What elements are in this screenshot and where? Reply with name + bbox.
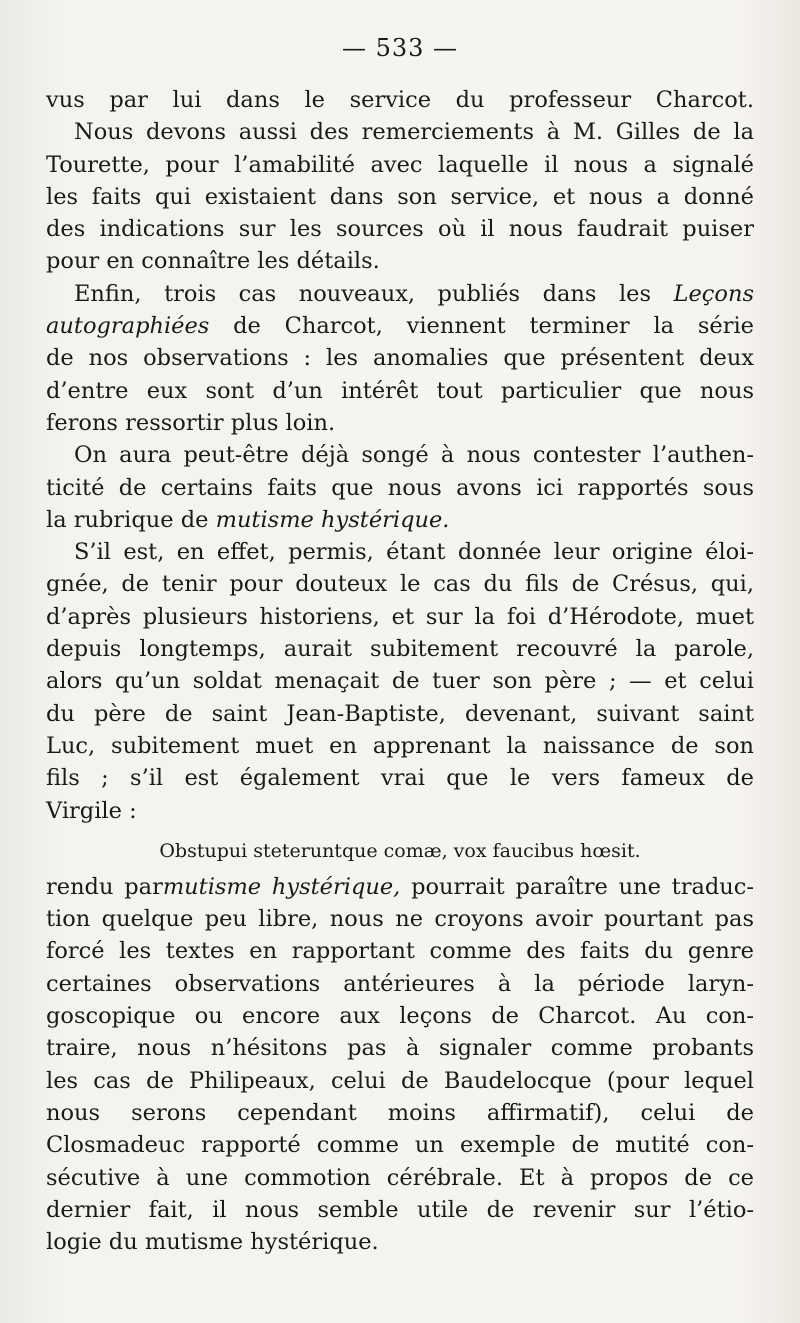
body-text: [46, 84, 754, 1258]
text-line: de nos observations : les anomalies que présentent deux: [46, 345, 754, 372]
italic-term: mutisme hystérique,: [162, 873, 401, 900]
text-line: ferons ressortir plus loin.: [46, 409, 336, 436]
italic-title: Leçons: [673, 280, 754, 307]
text-line: [46, 504, 754, 536]
text-line: tion quelque peu libre, nous ne croyons avoir pourtant pas: [46, 906, 754, 933]
text-line: du père de saint Jean-Baptiste, devenant, suivant saint: [46, 700, 754, 727]
text-line: logie du mutisme hystérique.: [46, 1229, 379, 1256]
text-line: les cas de Philipeaux, celui de Baudelocque (pour lequel: [46, 1067, 754, 1094]
text-line: dernier fait, il nous semble utile de revenir sur l’étio-: [46, 1196, 754, 1223]
text-line: [46, 278, 754, 310]
italic-title: autographiées: [46, 313, 210, 340]
text-line: S’il est, en effet, permis, étant donnée leur origine éloi-: [74, 539, 754, 566]
latin-quote: Obstupui steteruntque comæ, vox faucibus hœsit.: [159, 839, 641, 862]
text-line: d’après plusieurs historiens, et sur la foi d’Hérodote, muet: [46, 603, 754, 630]
text-line: On aura peut-être déjà songé à nous contester l’authen-: [74, 442, 754, 469]
text-line: alors qu’un soldat menaçait de tuer son père ; — et celui: [46, 668, 754, 695]
text-fragment: la rubrique de: [46, 506, 209, 533]
text-line: Nous devons aussi des remerciements à M. Gilles de la: [74, 119, 754, 146]
text-line: d’entre eux sont d’un intérêt tout particulier que nous: [46, 377, 754, 404]
text-line: depuis longtemps, aurait subitement recouvré la parole,: [46, 636, 754, 663]
text-fragment: pourrait paraître une traduc-: [400, 873, 754, 900]
text-fragment: rendu par: [46, 873, 163, 900]
text-line: pour en connaître les détails.: [46, 248, 380, 275]
text-line: les faits qui existaient dans son service, et nous a donné: [46, 183, 754, 210]
text-line: [46, 310, 754, 342]
text-fragment: Enfin, trois cas nouveaux, publiés dans les: [74, 280, 652, 307]
page-number: — 533 —: [341, 34, 459, 62]
text-fragment: de Charcot, viennent terminer la série: [233, 313, 754, 340]
text-line: traire, nous n’hésitons pas à signaler comme probants: [46, 1035, 754, 1062]
text-line: vus par lui dans le service du professeur Charcot.: [46, 87, 754, 113]
text-line: forcé les textes en rapportant comme des faits du genre: [46, 938, 754, 965]
text-line: [46, 871, 754, 903]
text-line: des indications sur les sources où il nous faudrait puiser: [46, 216, 754, 243]
text-line: Luc, subitement muet en apprenant la naissance de son: [46, 732, 754, 759]
text-line: fils ; s’il est également vrai que le vers fameux de: [46, 765, 754, 792]
text-line: sécutive à une commotion cérébrale. Et à propos de ce: [46, 1164, 754, 1191]
text-line: goscopique ou encore aux leçons de Charcot. Au con-: [46, 1003, 754, 1030]
text-line: Virgile :: [46, 797, 137, 824]
italic-term: mutisme hystérique.: [215, 506, 450, 533]
text-line: Closmadeuc rapporté comme un exemple de mutité con-: [46, 1132, 754, 1159]
text-line: certaines observations antérieures à la période laryn-: [46, 970, 754, 997]
text-line: ticité de certains faits que nous avons ici rapportés sous: [46, 474, 754, 501]
text-line: gnée, de tenir pour douteux le cas du fils de Crésus, qui,: [46, 571, 754, 598]
text-line: Tourette, pour l’amabilité avec laquelle il nous a signalé: [46, 151, 754, 178]
text-line: nous serons cependant moins affirmatif), celui de: [46, 1099, 754, 1126]
